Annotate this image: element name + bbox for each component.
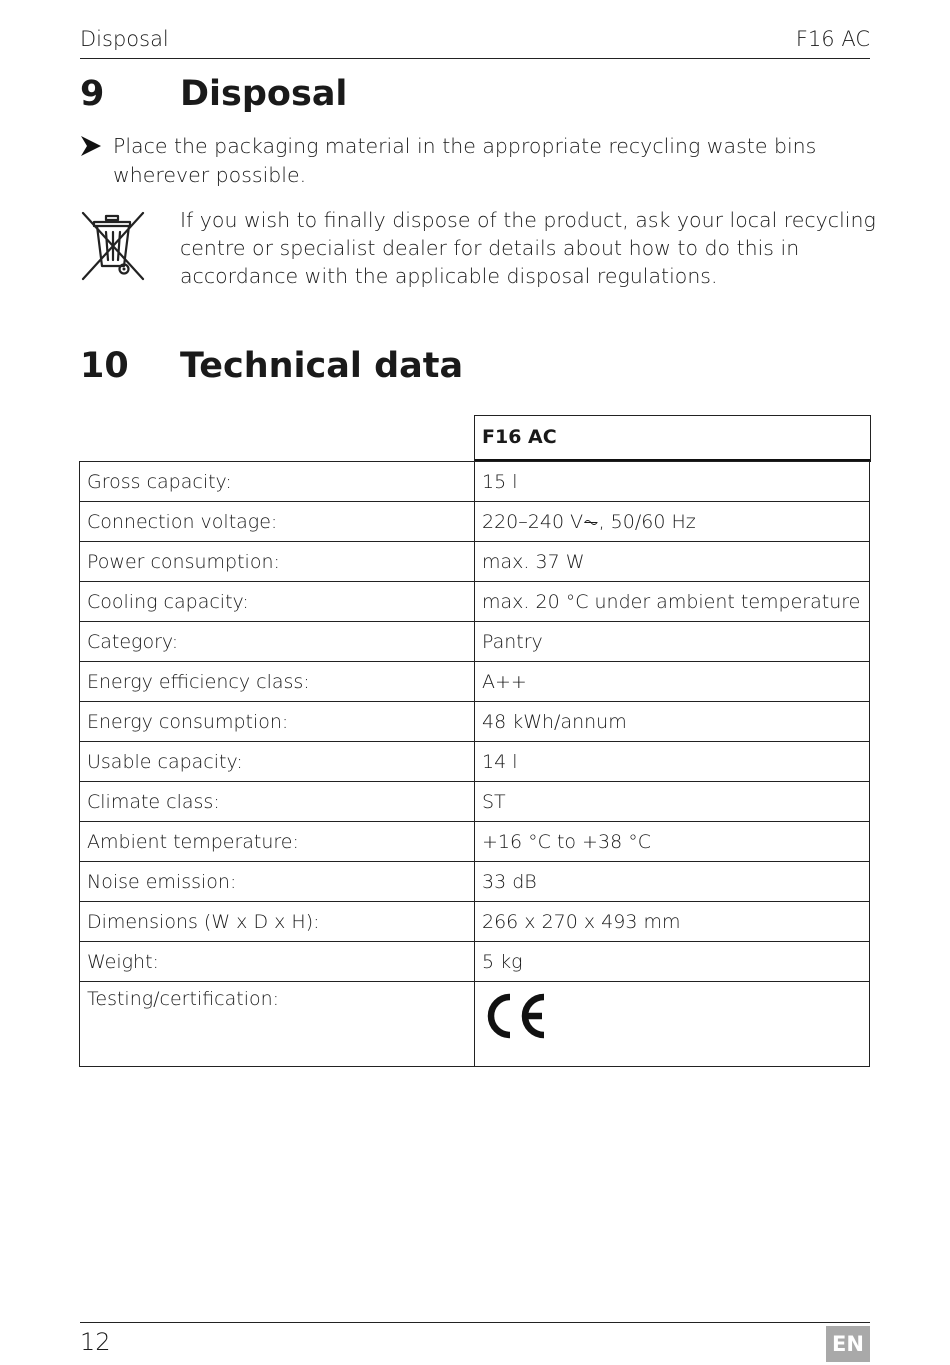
spec-label: Energy consumption: xyxy=(80,702,475,742)
table-row xyxy=(80,982,870,1067)
spec-label: Connection voltage: xyxy=(80,502,475,542)
spec-value: ST xyxy=(475,782,870,822)
column-header-model: F16 AC xyxy=(482,426,557,448)
spec-value: 15 l xyxy=(475,462,870,502)
table-row xyxy=(80,622,870,662)
spec-value: max. 20 °C under ambient temperature xyxy=(475,582,870,622)
spec-label: Dimensions (W x D x H): xyxy=(80,902,475,942)
spec-column-header xyxy=(474,415,871,462)
disposal-regulations-note: If you wish to finally dispose of the product, ask your local recycling centre or specialist dealer for details about how to do this in accordance with the applicable disposal regulations. xyxy=(180,208,876,288)
table-row xyxy=(80,662,870,702)
spec-label: Ambient temperature: xyxy=(80,822,475,862)
language-badge: EN xyxy=(826,1326,870,1362)
page-number: 12 xyxy=(80,1328,111,1356)
spec-label: Usable capacity: xyxy=(80,742,475,782)
table-row xyxy=(80,862,870,902)
spec-value: A++ xyxy=(475,662,870,702)
spec-value: 266 x 270 x 493 mm xyxy=(475,902,870,942)
spec-value: 5 kg xyxy=(475,942,870,982)
table-row xyxy=(80,942,870,982)
footer-divider xyxy=(80,1322,870,1323)
crossed-out-wheelie-bin-icon xyxy=(80,210,146,282)
spec-value: 220–240 V⏦, 50/60 Hz xyxy=(475,502,870,542)
table-row xyxy=(80,582,870,622)
spec-label: Weight: xyxy=(80,942,475,982)
spec-label: Gross capacity: xyxy=(80,462,475,502)
table-row xyxy=(80,742,870,782)
table-row xyxy=(80,462,870,502)
spec-label: Energy efficiency class: xyxy=(80,662,475,702)
table-row xyxy=(80,782,870,822)
spec-label: Cooling capacity: xyxy=(80,582,475,622)
section-title: Technical data xyxy=(180,346,464,386)
header-model-name: F16 AC xyxy=(795,27,870,51)
technical-data-table xyxy=(79,461,870,1067)
spec-value xyxy=(475,982,870,1067)
spec-value: +16 °C to +38 °C xyxy=(475,822,870,862)
spec-label: Category: xyxy=(80,622,475,662)
packaging-instruction: Place the packaging material in the appropriate recycling waste bins wherever possible. xyxy=(113,134,817,187)
table-row xyxy=(80,822,870,862)
spec-value: Pantry xyxy=(475,622,870,662)
section-number: 9 xyxy=(80,74,105,114)
spec-value: 33 dB xyxy=(475,862,870,902)
spec-label: Power consumption: xyxy=(80,542,475,582)
table-row xyxy=(80,542,870,582)
spec-label: Climate class: xyxy=(80,782,475,822)
ce-mark-icon xyxy=(482,992,548,1040)
arrow-bullet-icon xyxy=(80,134,102,158)
header-section-title: Disposal xyxy=(80,27,169,51)
section-number: 10 xyxy=(80,346,129,386)
table-row xyxy=(80,902,870,942)
spec-label: Testing/certification: xyxy=(80,982,475,1067)
header-divider xyxy=(80,58,870,59)
table-row xyxy=(80,702,870,742)
spec-value: 48 kWh/annum xyxy=(475,702,870,742)
section-title: Disposal xyxy=(180,74,348,114)
spec-value: max. 37 W xyxy=(475,542,870,582)
spec-value: 14 l xyxy=(475,742,870,782)
table-row xyxy=(80,502,870,542)
spec-label: Noise emission: xyxy=(80,862,475,902)
